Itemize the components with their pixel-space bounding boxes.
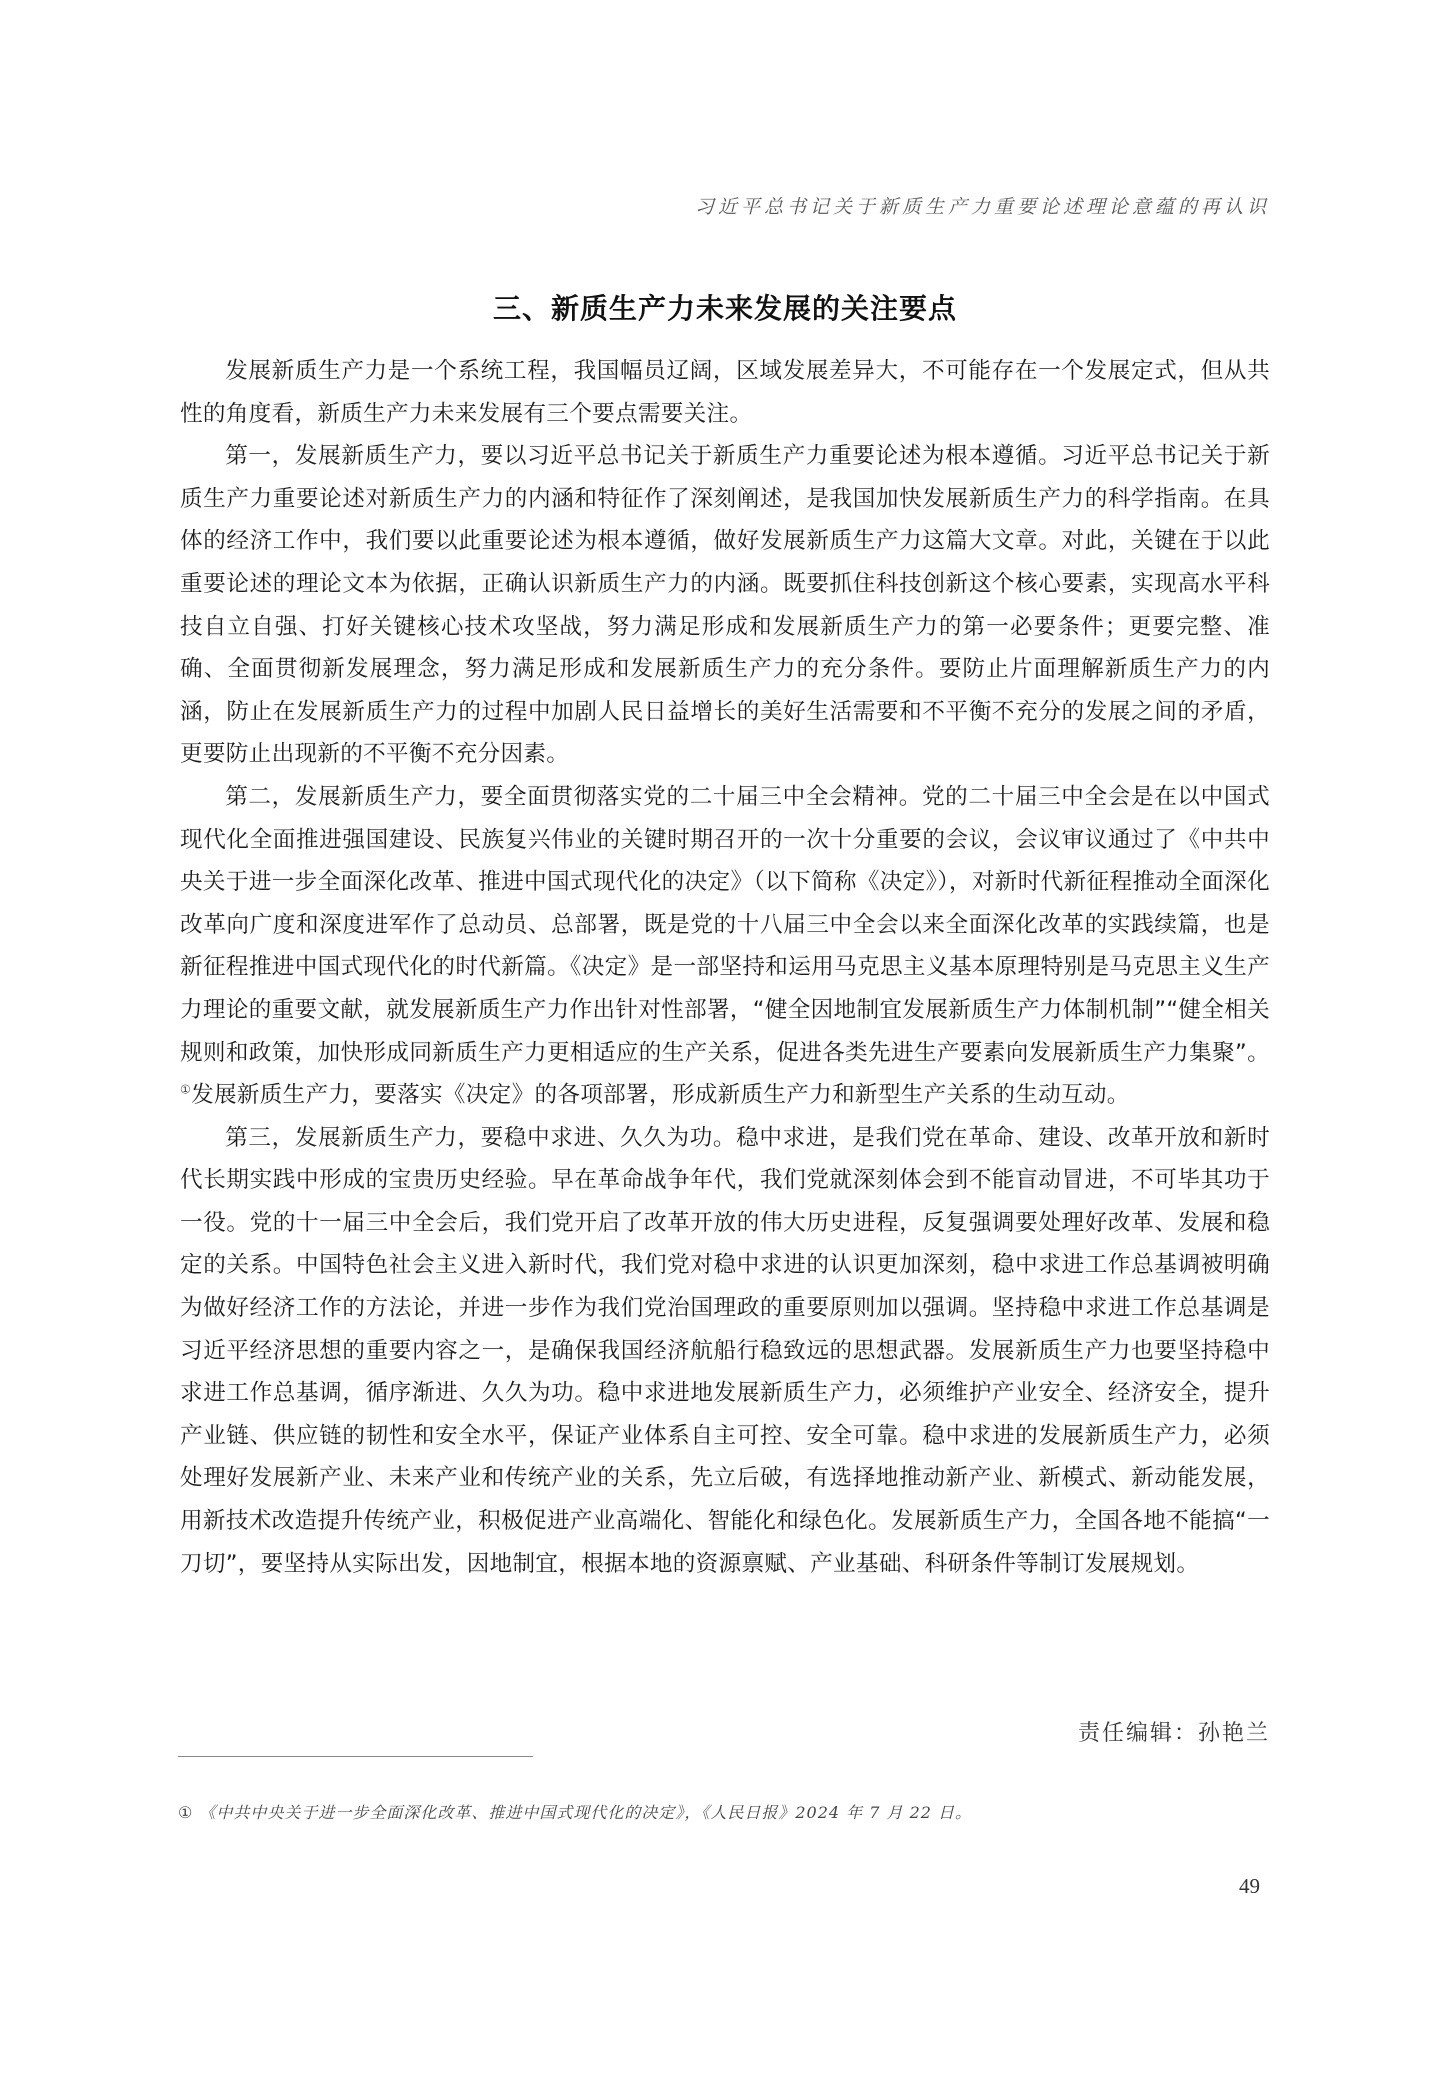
paragraph-third-point: 第三，发展新质生产力，要稳中求进、久久为功。稳中求进，是我们党在革命、建设、改革开放和新时代长期实践中形成的宝贵历史经验。早在革命战争年代，我们党就深刻体会到不能盲动冒进，不可毕其功于一役。党的十一届三中全会后，我们党开启了改革开放的伟大历史进程，反复强调要处理好改革、发展和稳定的关系。中国特色社会主义进入新时代，我们党对稳中求进的认识更加深刻，稳中求进工作总基调被明确为做好经济工作的方法论，并进一步作为我们党治国理政的重要原则加以强调。坚持稳中求进工作总基调是习近平经济思想的重要内容之一，是确保我国经济航船行稳致远的思想武器。发展新质生产力也要坚持稳中求进工作总基调，循序渐进、久久为功。稳中求进地发展新质生产力，必须维护产业安全、经济安全，提升产业链、供应链的韧性和安全水平，保证产业体系自主可控、安全可靠。稳中求进的发展新质生产力，必须处理好发展新产业、未来产业和传统产业的关系，先立后破，有选择地推动新产业、新模式、新动能发展，用新技术改造提升传统产业，积极促进产业高端化、智能化和绿色化。发展新质生产力，全国各地不能搞“一刀切”，要坚持从实际出发，因地制宜，根据本地的资源禀赋、产业基础、科研条件等制订发展规划。: [180, 1124, 1270, 1577]
footnote-mark: ①: [178, 1803, 194, 1822]
running-header: 习近平总书记关于新质生产力重要论述理论意蕴的再认识: [694, 196, 1270, 218]
responsible-editor: 责任编辑：孙艳兰: [1077, 1721, 1270, 1746]
footnote: [178, 1800, 972, 1823]
footnote-text: 《中共中央关于进一步全面深化改革、推进中国式现代化的决定》，《人民日报》2024 年 7 月 22 日。: [199, 1803, 973, 1822]
footnote-reference[interactable]: ①: [180, 1082, 192, 1097]
paragraph-second-text-b: 发展新质生产力，要落实《决定》的各项部署，形成新质生产力和新型生产关系的生动互动。: [191, 1082, 1130, 1109]
paragraph-first-point: 第一，发展新质生产力，要以习近平总书记关于新质生产力重要论述为根本遵循。习近平总书记关于新质生产力重要论述对新质生产力的内涵和特征作了深刻阐述，是我国加快发展新质生产力的科学指南。在具体的经济工作中，我们要以此重要论述为根本遵循，做好发展新质生产力这篇大文章。对此，关键在于以此重要论述的理论文本为依据，正确认识新质生产力的内涵。既要抓住科技创新这个核心要素，实现高水平科技自立自强、打好关键核心技术攻坚战，努力满足形成和发展新质生产力的第一必要条件；更要完整、准确、全面贯彻新发展理念，努力满足形成和发展新质生产力的充分条件。要防止片面理解新质生产力的内涵，防止在发展新质生产力的过程中加剧人民日益增长的美好生活需要和不平衡不充分的发展之间的矛盾，更要防止出现新的不平衡不充分因素。: [180, 443, 1270, 768]
page-number: 49: [1239, 1874, 1260, 1898]
paragraph-second-point: [180, 776, 1270, 1117]
article-body: [180, 350, 1270, 1585]
paragraph-second-text-a: 第二，发展新质生产力，要全面贯彻落实党的二十届三中全会精神。党的二十届三中全会是在以中国式现代化全面推进强国建设、民族复兴伟业的关键时期召开的一次十分重要的会议，会议审议通过了《中共中央关于进一步全面深化改革、推进中国式现代化的决定》（以下简称《决定》），对新时代新征程推动全面深化改革向广度和深度进军作了总动员、总部署，既是党的十八届三中全会以来全面深化改革的实践续篇，也是新征程推进中国式现代化的时代新篇。《决定》是一部坚持和运用马克思主义基本原理特别是马克思主义生产力理论的重要文献，就发展新质生产力作出针对性部署，“健全因地制宜发展新质生产力体制机制”“健全相关规则和政策，加快形成同新质生产力更相适应的生产关系，促进各类先进生产要素向发展新质生产力集聚”。: [180, 783, 1270, 1066]
section-title: 三、新质生产力未来发展的关注要点: [492, 292, 957, 325]
paragraph-intro: 发展新质生产力是一个系统工程，我国幅员辽阔，区域发展差异大，不可能存在一个发展定式，但从共性的角度看，新质生产力未来发展有三个要点需要关注。: [180, 358, 1270, 427]
footnote-divider: [178, 1756, 533, 1757]
